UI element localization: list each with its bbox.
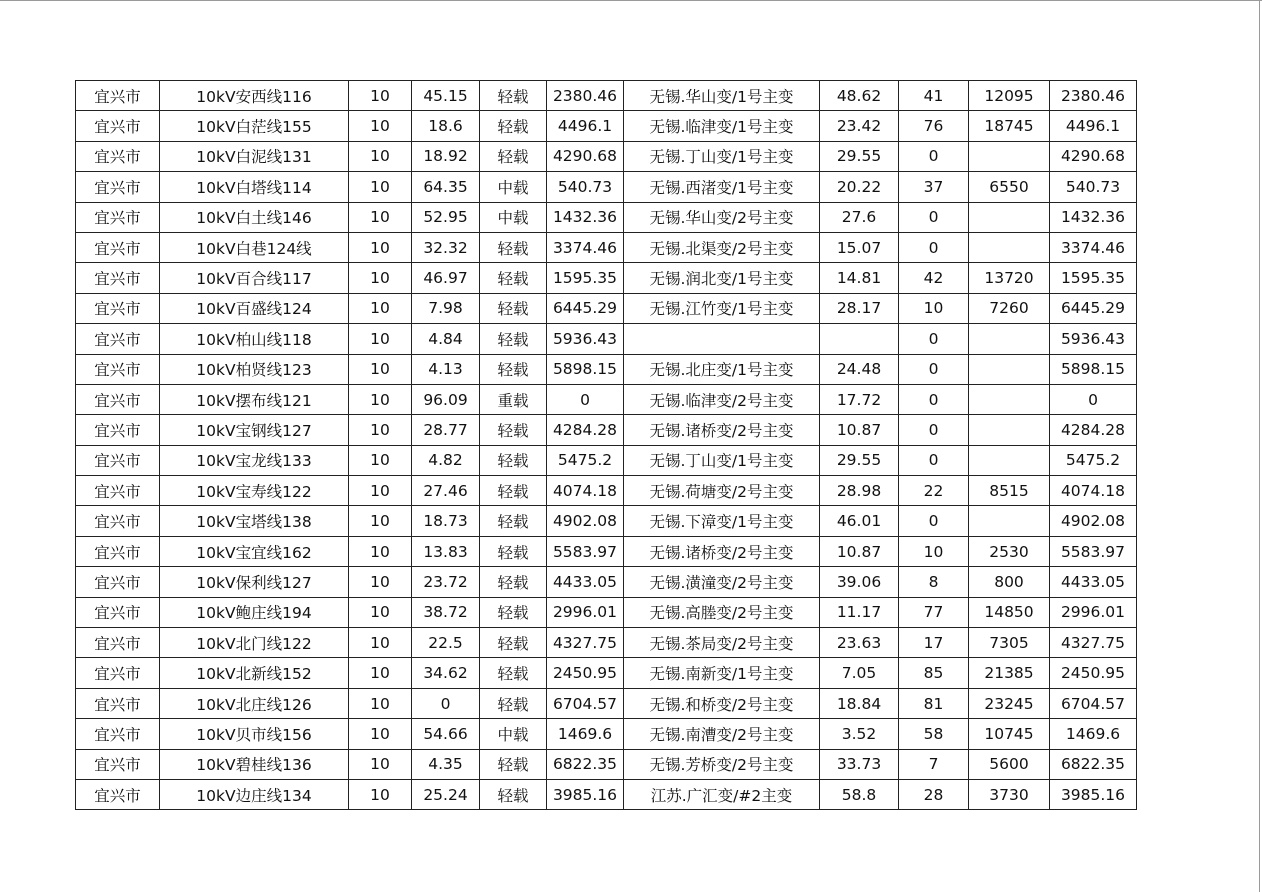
cell-line-name: 10kV百盛线124: [160, 293, 349, 323]
cell-transformer-load-rate: 27.6: [820, 202, 899, 232]
cell-count: 0: [899, 141, 969, 171]
cell-available-capacity: 2996.01: [547, 597, 624, 627]
table-row: [76, 567, 1137, 597]
cell-city: 宜兴市: [76, 536, 160, 566]
cell-available-capacity: 1595.35: [547, 263, 624, 293]
cell-city: 宜兴市: [76, 476, 160, 506]
cell-remaining-capacity: 3374.46: [1050, 232, 1137, 262]
cell-load-status: 中载: [480, 719, 547, 749]
cell-transformer: 无锡.南漕变/2号主变: [624, 719, 820, 749]
cell-transformer-load-rate: 29.55: [820, 141, 899, 171]
cell-voltage: 10: [349, 688, 412, 718]
cell-capacity: 800: [969, 567, 1050, 597]
cell-capacity: 18745: [969, 111, 1050, 141]
cell-line-name: 10kV鲍庄线194: [160, 597, 349, 627]
cell-remaining-capacity: 4327.75: [1050, 628, 1137, 658]
cell-voltage: 10: [349, 232, 412, 262]
cell-city: 宜兴市: [76, 111, 160, 141]
cell-load-rate: 34.62: [412, 658, 480, 688]
cell-available-capacity: 5583.97: [547, 536, 624, 566]
cell-count: 41: [899, 81, 969, 111]
cell-capacity: 7305: [969, 628, 1050, 658]
cell-voltage: 10: [349, 81, 412, 111]
cell-transformer-load-rate: [820, 324, 899, 354]
cell-city: 宜兴市: [76, 81, 160, 111]
cell-transformer: 无锡.南新变/1号主变: [624, 658, 820, 688]
cell-transformer: 无锡.茶局变/2号主变: [624, 628, 820, 658]
cell-count: 0: [899, 324, 969, 354]
cell-transformer-load-rate: 24.48: [820, 354, 899, 384]
cell-line-name: 10kV白茫线155: [160, 111, 349, 141]
cell-count: 8: [899, 567, 969, 597]
cell-available-capacity: 3374.46: [547, 232, 624, 262]
cell-available-capacity: 5898.15: [547, 354, 624, 384]
cell-remaining-capacity: 1595.35: [1050, 263, 1137, 293]
cell-load-rate: 4.35: [412, 749, 480, 779]
cell-line-name: 10kV边庄线134: [160, 779, 349, 809]
cell-line-name: 10kV北新线152: [160, 658, 349, 688]
cell-city: 宜兴市: [76, 263, 160, 293]
table-row: [76, 688, 1137, 718]
cell-remaining-capacity: 2996.01: [1050, 597, 1137, 627]
cell-city: 宜兴市: [76, 779, 160, 809]
cell-remaining-capacity: 540.73: [1050, 172, 1137, 202]
cell-available-capacity: 4284.28: [547, 415, 624, 445]
table-row: [76, 263, 1137, 293]
cell-remaining-capacity: 6445.29: [1050, 293, 1137, 323]
cell-transformer-load-rate: 58.8: [820, 779, 899, 809]
cell-load-status: 轻载: [480, 779, 547, 809]
cell-city: 宜兴市: [76, 719, 160, 749]
cell-remaining-capacity: 5475.2: [1050, 445, 1137, 475]
cell-available-capacity: 6445.29: [547, 293, 624, 323]
cell-capacity: 10745: [969, 719, 1050, 749]
cell-count: 10: [899, 293, 969, 323]
table-row: [76, 506, 1137, 536]
cell-transformer: 无锡.高塍变/2号主变: [624, 597, 820, 627]
table-row: [76, 445, 1137, 475]
cell-transformer: 无锡.北庄变/1号主变: [624, 354, 820, 384]
cell-available-capacity: 2450.95: [547, 658, 624, 688]
cell-transformer: 无锡.荷塘变/2号主变: [624, 476, 820, 506]
cell-voltage: 10: [349, 324, 412, 354]
cell-remaining-capacity: 4902.08: [1050, 506, 1137, 536]
cell-available-capacity: 6704.57: [547, 688, 624, 718]
cell-transformer-load-rate: 46.01: [820, 506, 899, 536]
cell-remaining-capacity: 5936.43: [1050, 324, 1137, 354]
cell-load-status: 轻载: [480, 749, 547, 779]
page-right-border: [1259, 0, 1260, 892]
cell-available-capacity: 0: [547, 384, 624, 414]
cell-capacity: 3730: [969, 779, 1050, 809]
table-row: [76, 749, 1137, 779]
cell-transformer-load-rate: 28.17: [820, 293, 899, 323]
cell-line-name: 10kV北庄线126: [160, 688, 349, 718]
cell-count: 10: [899, 536, 969, 566]
cell-transformer-load-rate: 11.17: [820, 597, 899, 627]
cell-voltage: 10: [349, 658, 412, 688]
cell-line-name: 10kV白土线146: [160, 202, 349, 232]
cell-load-status: 轻载: [480, 658, 547, 688]
cell-line-name: 10kV白塔线114: [160, 172, 349, 202]
cell-load-status: 轻载: [480, 263, 547, 293]
cell-city: 宜兴市: [76, 658, 160, 688]
cell-transformer: 无锡.润北变/1号主变: [624, 263, 820, 293]
cell-transformer: 无锡.丁山变/1号主变: [624, 445, 820, 475]
cell-load-rate: 32.32: [412, 232, 480, 262]
cell-available-capacity: 4433.05: [547, 567, 624, 597]
cell-load-status: 轻载: [480, 81, 547, 111]
cell-capacity: 8515: [969, 476, 1050, 506]
cell-available-capacity: 1432.36: [547, 202, 624, 232]
table-row: [76, 415, 1137, 445]
cell-remaining-capacity: 1469.6: [1050, 719, 1137, 749]
cell-capacity: [969, 232, 1050, 262]
cell-city: 宜兴市: [76, 628, 160, 658]
cell-available-capacity: 5936.43: [547, 324, 624, 354]
cell-voltage: 10: [349, 536, 412, 566]
cell-remaining-capacity: 5583.97: [1050, 536, 1137, 566]
cell-load-rate: 46.97: [412, 263, 480, 293]
cell-remaining-capacity: 4284.28: [1050, 415, 1137, 445]
cell-line-name: 10kV安西线116: [160, 81, 349, 111]
cell-load-status: 轻载: [480, 415, 547, 445]
cell-line-name: 10kV白泥线131: [160, 141, 349, 171]
cell-city: 宜兴市: [76, 384, 160, 414]
cell-voltage: 10: [349, 628, 412, 658]
cell-city: 宜兴市: [76, 324, 160, 354]
cell-remaining-capacity: 5898.15: [1050, 354, 1137, 384]
cell-capacity: 5600: [969, 749, 1050, 779]
cell-transformer: 江苏.广汇变/#2主变: [624, 779, 820, 809]
cell-transformer: 无锡.华山变/1号主变: [624, 81, 820, 111]
table-row: [76, 232, 1137, 262]
cell-transformer: 无锡.诸桥变/2号主变: [624, 536, 820, 566]
cell-voltage: 10: [349, 384, 412, 414]
cell-available-capacity: 4327.75: [547, 628, 624, 658]
cell-load-rate: 18.73: [412, 506, 480, 536]
table-row: [76, 779, 1137, 809]
cell-voltage: 10: [349, 415, 412, 445]
cell-load-rate: 18.6: [412, 111, 480, 141]
cell-line-name: 10kV保利线127: [160, 567, 349, 597]
cell-load-rate: 23.72: [412, 567, 480, 597]
cell-count: 77: [899, 597, 969, 627]
cell-available-capacity: 540.73: [547, 172, 624, 202]
cell-load-rate: 54.66: [412, 719, 480, 749]
cell-capacity: [969, 445, 1050, 475]
cell-available-capacity: 1469.6: [547, 719, 624, 749]
cell-line-name: 10kV百合线117: [160, 263, 349, 293]
cell-load-status: 轻载: [480, 141, 547, 171]
cell-city: 宜兴市: [76, 749, 160, 779]
cell-capacity: 23245: [969, 688, 1050, 718]
cell-voltage: 10: [349, 779, 412, 809]
cell-transformer-load-rate: 15.07: [820, 232, 899, 262]
table-row: [76, 628, 1137, 658]
cell-transformer-load-rate: 7.05: [820, 658, 899, 688]
cell-city: 宜兴市: [76, 293, 160, 323]
table-row: [76, 202, 1137, 232]
cell-line-name: 10kV摆布线121: [160, 384, 349, 414]
cell-count: 17: [899, 628, 969, 658]
cell-voltage: 10: [349, 597, 412, 627]
cell-remaining-capacity: 6704.57: [1050, 688, 1137, 718]
cell-transformer-load-rate: 14.81: [820, 263, 899, 293]
cell-remaining-capacity: 2450.95: [1050, 658, 1137, 688]
cell-capacity: [969, 415, 1050, 445]
cell-transformer: 无锡.江竹变/1号主变: [624, 293, 820, 323]
cell-count: 42: [899, 263, 969, 293]
cell-voltage: 10: [349, 202, 412, 232]
cell-load-status: 轻载: [480, 597, 547, 627]
cell-transformer-load-rate: 17.72: [820, 384, 899, 414]
cell-load-rate: 96.09: [412, 384, 480, 414]
cell-transformer: 无锡.临津变/2号主变: [624, 384, 820, 414]
cell-line-name: 10kV白巷124线: [160, 232, 349, 262]
cell-transformer: 无锡.丁山变/1号主变: [624, 141, 820, 171]
cell-available-capacity: 4290.68: [547, 141, 624, 171]
cell-load-rate: 27.46: [412, 476, 480, 506]
table-row: [76, 324, 1137, 354]
cell-count: 0: [899, 202, 969, 232]
cell-available-capacity: 4496.1: [547, 111, 624, 141]
cell-load-status: 轻载: [480, 688, 547, 718]
cell-count: 22: [899, 476, 969, 506]
cell-load-status: 轻载: [480, 445, 547, 475]
cell-load-rate: 22.5: [412, 628, 480, 658]
cell-capacity: 6550: [969, 172, 1050, 202]
cell-remaining-capacity: 4074.18: [1050, 476, 1137, 506]
cell-line-name: 10kV贝市线156: [160, 719, 349, 749]
cell-load-status: 中载: [480, 202, 547, 232]
cell-available-capacity: 2380.46: [547, 81, 624, 111]
cell-city: 宜兴市: [76, 202, 160, 232]
cell-load-rate: 38.72: [412, 597, 480, 627]
cell-transformer: 无锡.潢潼变/2号主变: [624, 567, 820, 597]
cell-capacity: [969, 324, 1050, 354]
cell-city: 宜兴市: [76, 232, 160, 262]
cell-available-capacity: 4902.08: [547, 506, 624, 536]
cell-voltage: 10: [349, 506, 412, 536]
cell-transformer: 无锡.和桥变/2号主变: [624, 688, 820, 718]
cell-available-capacity: 4074.18: [547, 476, 624, 506]
cell-load-rate: 18.92: [412, 141, 480, 171]
cell-remaining-capacity: 4290.68: [1050, 141, 1137, 171]
cell-count: 58: [899, 719, 969, 749]
table-row: [76, 597, 1137, 627]
cell-transformer-load-rate: 23.42: [820, 111, 899, 141]
page-top-border: [0, 0, 1262, 1]
cell-load-status: 轻载: [480, 567, 547, 597]
cell-load-status: 轻载: [480, 232, 547, 262]
cell-capacity: 7260: [969, 293, 1050, 323]
cell-transformer: [624, 324, 820, 354]
cell-load-rate: 7.98: [412, 293, 480, 323]
cell-capacity: [969, 506, 1050, 536]
cell-count: 37: [899, 172, 969, 202]
cell-city: 宜兴市: [76, 506, 160, 536]
cell-transformer-load-rate: 29.55: [820, 445, 899, 475]
cell-load-rate: 28.77: [412, 415, 480, 445]
cell-remaining-capacity: 4433.05: [1050, 567, 1137, 597]
cell-transformer: 无锡.华山变/2号主变: [624, 202, 820, 232]
table-row: [76, 81, 1137, 111]
cell-city: 宜兴市: [76, 415, 160, 445]
cell-voltage: 10: [349, 567, 412, 597]
cell-transformer-load-rate: 3.52: [820, 719, 899, 749]
cell-capacity: 13720: [969, 263, 1050, 293]
cell-load-status: 轻载: [480, 293, 547, 323]
cell-load-status: 轻载: [480, 536, 547, 566]
table-row: [76, 141, 1137, 171]
cell-voltage: 10: [349, 719, 412, 749]
cell-city: 宜兴市: [76, 172, 160, 202]
cell-available-capacity: 3985.16: [547, 779, 624, 809]
cell-line-name: 10kV宝宜线162: [160, 536, 349, 566]
cell-transformer-load-rate: 39.06: [820, 567, 899, 597]
cell-load-status: 轻载: [480, 476, 547, 506]
cell-remaining-capacity: 1432.36: [1050, 202, 1137, 232]
cell-load-rate: 45.15: [412, 81, 480, 111]
cell-load-rate: 64.35: [412, 172, 480, 202]
cell-remaining-capacity: 6822.35: [1050, 749, 1137, 779]
cell-line-name: 10kV宝寿线122: [160, 476, 349, 506]
cell-transformer-load-rate: 23.63: [820, 628, 899, 658]
cell-capacity: 21385: [969, 658, 1050, 688]
cell-load-status: 轻载: [480, 324, 547, 354]
cell-load-status: 中载: [480, 172, 547, 202]
cell-load-rate: 25.24: [412, 779, 480, 809]
cell-count: 0: [899, 506, 969, 536]
cell-load-rate: 0: [412, 688, 480, 718]
cell-city: 宜兴市: [76, 597, 160, 627]
cell-transformer: 无锡.北渠变/2号主变: [624, 232, 820, 262]
cell-capacity: 12095: [969, 81, 1050, 111]
cell-line-name: 10kV北门线122: [160, 628, 349, 658]
cell-transformer-load-rate: 20.22: [820, 172, 899, 202]
cell-count: 0: [899, 354, 969, 384]
cell-load-status: 轻载: [480, 111, 547, 141]
cell-transformer-load-rate: 28.98: [820, 476, 899, 506]
cell-city: 宜兴市: [76, 567, 160, 597]
cell-count: 76: [899, 111, 969, 141]
cell-voltage: 10: [349, 111, 412, 141]
cell-transformer-load-rate: 33.73: [820, 749, 899, 779]
cell-load-rate: 4.13: [412, 354, 480, 384]
cell-line-name: 10kV宝塔线138: [160, 506, 349, 536]
table-row: [76, 354, 1137, 384]
cell-transformer-load-rate: 18.84: [820, 688, 899, 718]
cell-transformer: 无锡.芳桥变/2号主变: [624, 749, 820, 779]
cell-voltage: 10: [349, 749, 412, 779]
cell-count: 0: [899, 445, 969, 475]
cell-transformer-load-rate: 48.62: [820, 81, 899, 111]
cell-voltage: 10: [349, 263, 412, 293]
cell-transformer: 无锡.临津变/1号主变: [624, 111, 820, 141]
cell-count: 0: [899, 384, 969, 414]
cell-transformer-load-rate: 10.87: [820, 415, 899, 445]
cell-city: 宜兴市: [76, 354, 160, 384]
cell-load-rate: 13.83: [412, 536, 480, 566]
table-row: [76, 536, 1137, 566]
table-row: [76, 658, 1137, 688]
cell-load-status: 轻载: [480, 506, 547, 536]
table-row: [76, 476, 1137, 506]
cell-load-rate: 4.82: [412, 445, 480, 475]
cell-city: 宜兴市: [76, 688, 160, 718]
cell-line-name: 10kV宝钢线127: [160, 415, 349, 445]
cell-city: 宜兴市: [76, 141, 160, 171]
cell-capacity: 2530: [969, 536, 1050, 566]
cell-transformer: 无锡.下漳变/1号主变: [624, 506, 820, 536]
cell-voltage: 10: [349, 445, 412, 475]
cell-transformer-load-rate: 10.87: [820, 536, 899, 566]
cell-remaining-capacity: 4496.1: [1050, 111, 1137, 141]
table-row: [76, 384, 1137, 414]
cell-line-name: 10kV柏贤线123: [160, 354, 349, 384]
cell-voltage: 10: [349, 141, 412, 171]
cell-capacity: [969, 202, 1050, 232]
cell-voltage: 10: [349, 172, 412, 202]
cell-count: 28: [899, 779, 969, 809]
cell-load-status: 轻载: [480, 628, 547, 658]
cell-count: 0: [899, 232, 969, 262]
cell-remaining-capacity: 0: [1050, 384, 1137, 414]
cell-count: 81: [899, 688, 969, 718]
table-row: [76, 111, 1137, 141]
cell-capacity: [969, 354, 1050, 384]
cell-available-capacity: 6822.35: [547, 749, 624, 779]
cell-capacity: [969, 384, 1050, 414]
cell-city: 宜兴市: [76, 445, 160, 475]
table-row: [76, 172, 1137, 202]
cell-voltage: 10: [349, 476, 412, 506]
cell-capacity: 14850: [969, 597, 1050, 627]
cell-line-name: 10kV柏山线118: [160, 324, 349, 354]
cell-remaining-capacity: 2380.46: [1050, 81, 1137, 111]
cell-load-status: 重载: [480, 384, 547, 414]
cell-transformer: 无锡.诸桥变/2号主变: [624, 415, 820, 445]
cell-load-rate: 4.84: [412, 324, 480, 354]
cell-voltage: 10: [349, 293, 412, 323]
cell-remaining-capacity: 3985.16: [1050, 779, 1137, 809]
cell-count: 85: [899, 658, 969, 688]
cell-capacity: [969, 141, 1050, 171]
cell-load-rate: 52.95: [412, 202, 480, 232]
cell-count: 7: [899, 749, 969, 779]
cell-transformer: 无锡.西渚变/1号主变: [624, 172, 820, 202]
cell-count: 0: [899, 415, 969, 445]
cell-line-name: 10kV碧桂线136: [160, 749, 349, 779]
cell-load-status: 轻载: [480, 354, 547, 384]
cell-line-name: 10kV宝龙线133: [160, 445, 349, 475]
cell-voltage: 10: [349, 354, 412, 384]
table-row: [76, 719, 1137, 749]
feeder-load-table: [75, 80, 1137, 810]
cell-available-capacity: 5475.2: [547, 445, 624, 475]
table-row: [76, 293, 1137, 323]
